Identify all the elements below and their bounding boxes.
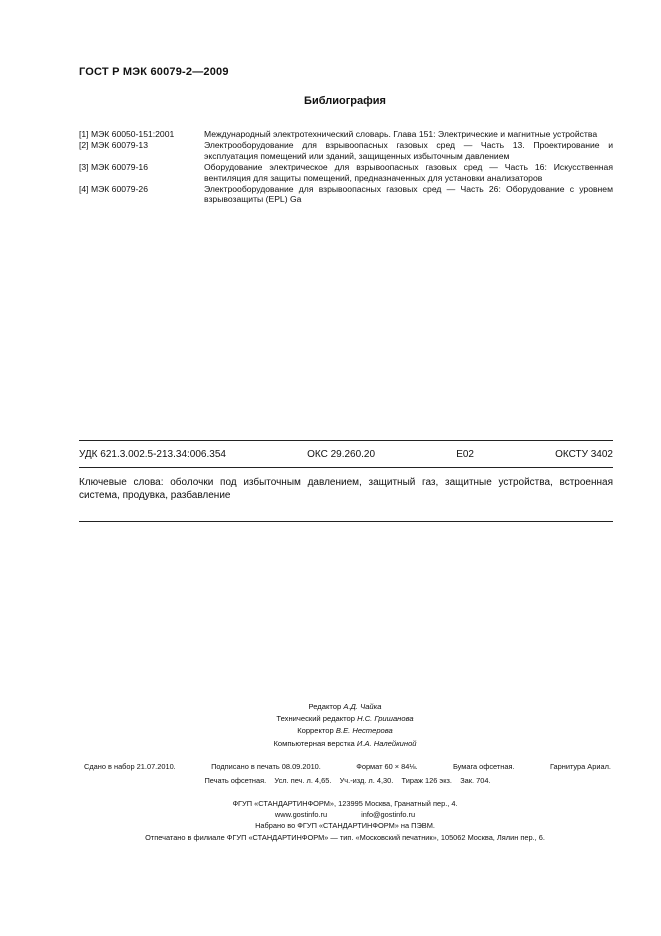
bibliography-title: Библиография <box>304 95 386 107</box>
credit-label: Компьютерная верстка <box>273 738 355 748</box>
print-info-line <box>84 760 611 774</box>
submitted-date: Сдано в набор 21.07.2010. <box>84 762 176 771</box>
publisher-contacts <box>259 809 431 820</box>
credit-label: Редактор <box>308 702 342 711</box>
website-link[interactable]: www.gostinfo.ru <box>274 810 328 820</box>
publisher-info <box>0 798 661 843</box>
divider-middle <box>79 467 613 468</box>
paper-type: Бумага офсетная. <box>452 762 515 771</box>
bibliography-text: Международный электротехнический словарь. Глава 151: Электрические и магнитные устройства <box>204 129 598 139</box>
bibliography-ref: [2] МЭК 60079-13 <box>79 140 148 151</box>
bibliography-text: Оборудование электрическое для взрывоопасных газовых сред — Часть 16: Искусственная вентиляция для защиты помещений, предназначенных для установки анализаторов <box>204 162 613 183</box>
signed-date: Подписано в печать 08.09.2010. <box>211 762 321 771</box>
udk-code: УДК 621.3.002.5-213.34:006.354 <box>79 449 226 460</box>
printing-type: Печать офсетная. <box>204 776 267 785</box>
bibliography-ref: [3] МЭК 60079-16 <box>79 162 148 173</box>
bibliography-entry <box>79 162 613 183</box>
credit-tech-editor <box>0 713 661 725</box>
credit-label: Технический редактор <box>276 714 355 724</box>
bibliography-ref: [4] МЭК 60079-26 <box>79 184 148 195</box>
bibliography-text: Электрооборудование для взрывоопасных газовых сред — Часть 13. Проектирование и эксплуатация помещений или зданий, защищенных избыточным давлением <box>204 140 613 161</box>
print-info <box>84 760 611 788</box>
divider-bottom <box>79 521 613 522</box>
bibliography-entry <box>79 140 613 161</box>
credit-layout <box>0 738 661 750</box>
paper-format: Формат 60 × 84⅛. <box>356 762 418 771</box>
print-sheets: Усл. печ. л. 4,65. <box>274 776 332 785</box>
credit-editor <box>0 701 661 713</box>
print-run: Тираж 126 экз. <box>401 776 452 785</box>
credit-name: А.Д. Чайка <box>343 702 382 711</box>
divider-top <box>79 440 613 441</box>
bibliography-entry <box>79 129 613 139</box>
bibliography-list <box>79 129 613 206</box>
standard-code: ГОСТ Р МЭК 60079-2—2009 <box>79 66 229 78</box>
typesetting-note: Набрано во ФГУП «СТАНДАРТИНФОРМ» на ПЭВМ. <box>255 821 435 831</box>
bibliography-text: Электрооборудование для взрывоопасных газовых сред — Часть 26: Оборудование с уровнем взрывозащиты (EPL) Ga <box>204 184 613 205</box>
classification-line <box>79 449 613 460</box>
keywords: Ключевые слова: оболочки под избыточным давлением, защитный газ, защитные устройства, встроенная система, продувка, разбавление <box>79 477 613 501</box>
credit-name: В.Е. Нестерова <box>335 726 393 736</box>
credit-name: Н.С. Гришанова <box>357 714 414 724</box>
order-number: Зак. 704. <box>460 776 491 785</box>
bibliography-ref: [1] МЭК 60050-151:2001 <box>79 129 175 139</box>
oks-code: ОКС 29.260.20 <box>307 449 376 460</box>
group-code: Е02 <box>456 449 474 460</box>
email-link[interactable]: info@gostinfo.ru <box>361 810 416 820</box>
publisher-address: ФГУП «СТАНДАРТИНФОРМ», 123995 Москва, Гранатный пер., 4. <box>232 799 458 808</box>
okstu-code: ОКСТУ 3402 <box>555 449 613 460</box>
credit-label: Корректор <box>297 726 334 736</box>
bibliography-entry <box>79 184 613 205</box>
print-info-line <box>84 774 611 788</box>
credits <box>0 701 661 750</box>
publication-sheets: Уч.-изд. л. 4,30. <box>339 776 394 785</box>
printing-note: Отпечатано в филиале ФГУП «СТАНДАРТИНФОРМ» — тип. «Московский печатник», 105062 Москва, Лялин пер., 6. <box>145 832 545 842</box>
credit-name: И.А. Налейкиной <box>356 738 417 748</box>
typeface: Гарнитура Ариал. <box>549 762 611 771</box>
credit-corrector <box>0 725 661 737</box>
